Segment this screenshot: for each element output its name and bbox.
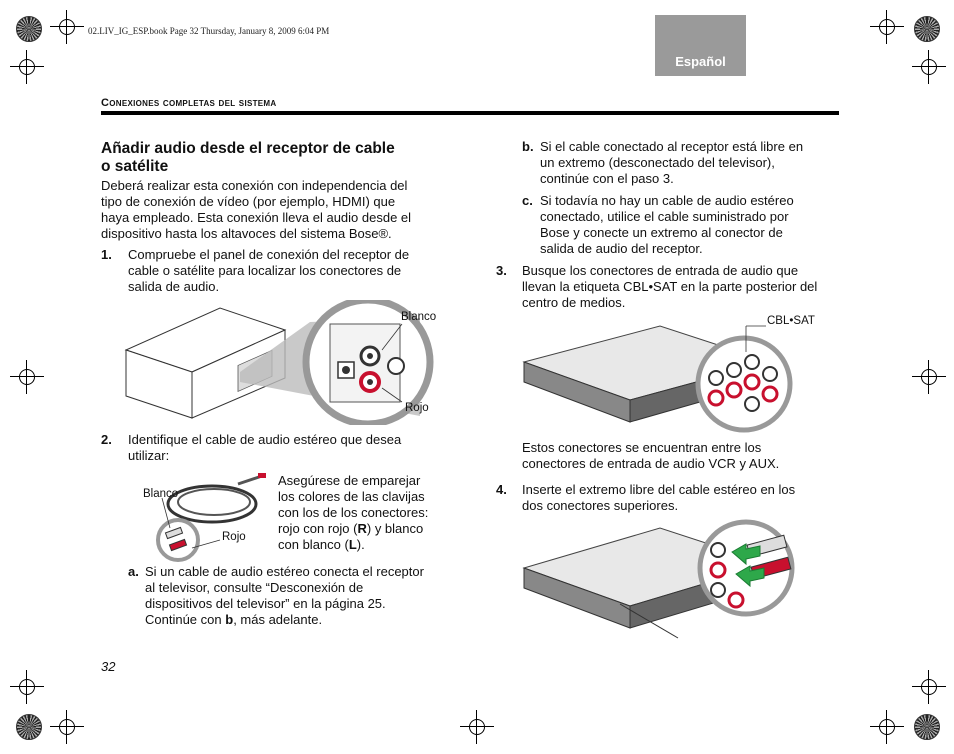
label-white: Blanco (401, 311, 437, 323)
caption-line: Estos conectores se encuentran entre los (522, 440, 762, 455)
crosshair-mark-icon (16, 56, 38, 78)
substep-letter: c. (522, 193, 533, 208)
step-line: cable o satélite para localizar los conectores de (128, 263, 402, 278)
figure-3-caption (522, 440, 779, 472)
step-line: Busque los conectores de entrada de audio que (522, 263, 799, 278)
substep-letter: a. (128, 564, 139, 579)
cable-insertion-illustration (520, 518, 802, 640)
intro-line: Deberá realizar esta conexión con independencia del (101, 178, 408, 193)
stereo-cable-illustration (140, 470, 275, 562)
step-line: Continúe con b, más adelante. (145, 612, 323, 627)
note-line: rojo con rojo (R) y blanco (278, 521, 424, 536)
heading-line: Añadir audio desde el receptor de cable (101, 140, 395, 157)
registration-disc-icon (16, 714, 42, 740)
note-line: Asegúrese de emparejar (278, 473, 421, 488)
step-line: Compruebe el panel de conexión del receptor de (128, 247, 410, 262)
step-line: Inserte el extremo libre del cable estéreo en los (522, 482, 796, 497)
step-line: utilizar: (128, 448, 170, 463)
crosshair-mark-icon (918, 676, 940, 698)
step-2-text (128, 432, 401, 464)
step-line: llevan la etiqueta CBL•SAT en la parte posterior del (522, 279, 818, 294)
header-rule (101, 111, 839, 115)
crosshair-mark-icon (16, 676, 38, 698)
crosshair-mark-icon (56, 716, 78, 738)
step-line: centro de medios. (522, 295, 626, 310)
crosshair-mark-icon (876, 16, 898, 38)
step-line: Si todavía no hay un cable de audio estéreo (540, 193, 794, 208)
note-line: con blanco (L). (278, 537, 365, 552)
step-line: Si el cable conectado al receptor está libre en (540, 139, 804, 154)
note-line: con los de los conectores: (278, 505, 429, 520)
label-white: Blanco (143, 488, 179, 500)
step-line: Identifique el cable de audio estéreo que desea (128, 432, 402, 447)
step-4-text (522, 482, 795, 514)
label-cbl-sat: CBL•SAT (767, 315, 815, 327)
step-line: continúe con el paso 3. (540, 171, 674, 186)
step-line: un extremo (desconectado del televisor), (540, 155, 775, 170)
crosshair-mark-icon (918, 56, 940, 78)
step-line: dispositivos del televisor” en la página 25. (145, 596, 386, 611)
substep-b-text (540, 139, 803, 187)
note-line: los colores de las clavijas (278, 489, 425, 504)
crosshair-mark-icon (918, 366, 940, 388)
registration-disc-icon (914, 16, 940, 42)
step-number: 1. (101, 247, 112, 262)
book-info-line: 02.LIV_IG_ESP.book Page 32 Thursday, January 8, 2009 6:04 PM (88, 26, 330, 36)
step-number: 4. (496, 482, 507, 497)
label-red: Rojo (222, 531, 246, 543)
caption-line: conectores de entrada de audio VCR y AUX. (522, 456, 780, 471)
step-line: salida de audio. (128, 279, 220, 294)
section-title-text: Conexiones completas del sistema (101, 97, 277, 109)
label-red: Rojo (405, 402, 429, 414)
step-1-text (128, 247, 409, 295)
substep-c-text (540, 193, 794, 257)
step-line: al televisor, consulte “Desconexión de (145, 580, 364, 595)
step-line: salida de audio del receptor. (540, 241, 703, 256)
intro-line: dispositivo hasta los altavoces del sistema Bose®. (101, 226, 392, 241)
substep-a-text (145, 564, 424, 628)
language-tab-label: Español (675, 54, 726, 69)
step-line: Bose y conecte un extremo al conector de (540, 225, 783, 240)
intro-line: tipo de conexión de vídeo (por ejemplo, HDMI) que (101, 194, 396, 209)
language-tab (655, 15, 746, 76)
page-heading (101, 140, 395, 176)
step-number: 3. (496, 263, 507, 278)
step-line: Si un cable de audio estéreo conecta el receptor (145, 564, 424, 579)
step-3-text (522, 263, 817, 311)
registration-disc-icon (914, 714, 940, 740)
step-line: dos conectores superiores. (522, 498, 679, 513)
intro-paragraph (101, 178, 411, 242)
crosshair-mark-icon (466, 716, 488, 738)
page-number: 32 (101, 659, 116, 674)
step-line: conectado, utilice el cable suministrado por (540, 209, 789, 224)
registration-disc-icon (16, 16, 42, 42)
media-center-illustration (520, 322, 800, 434)
step-number: 2. (101, 432, 112, 447)
heading-line: o satélite (101, 158, 169, 175)
crosshair-mark-icon (876, 716, 898, 738)
crosshair-mark-icon (16, 366, 38, 388)
crosshair-mark-icon (56, 16, 78, 38)
intro-line: haya empleado. Esta conexión lleva el audio desde el (101, 210, 412, 225)
color-match-note (278, 473, 428, 553)
substep-letter: b. (522, 139, 534, 154)
section-title (101, 97, 276, 109)
